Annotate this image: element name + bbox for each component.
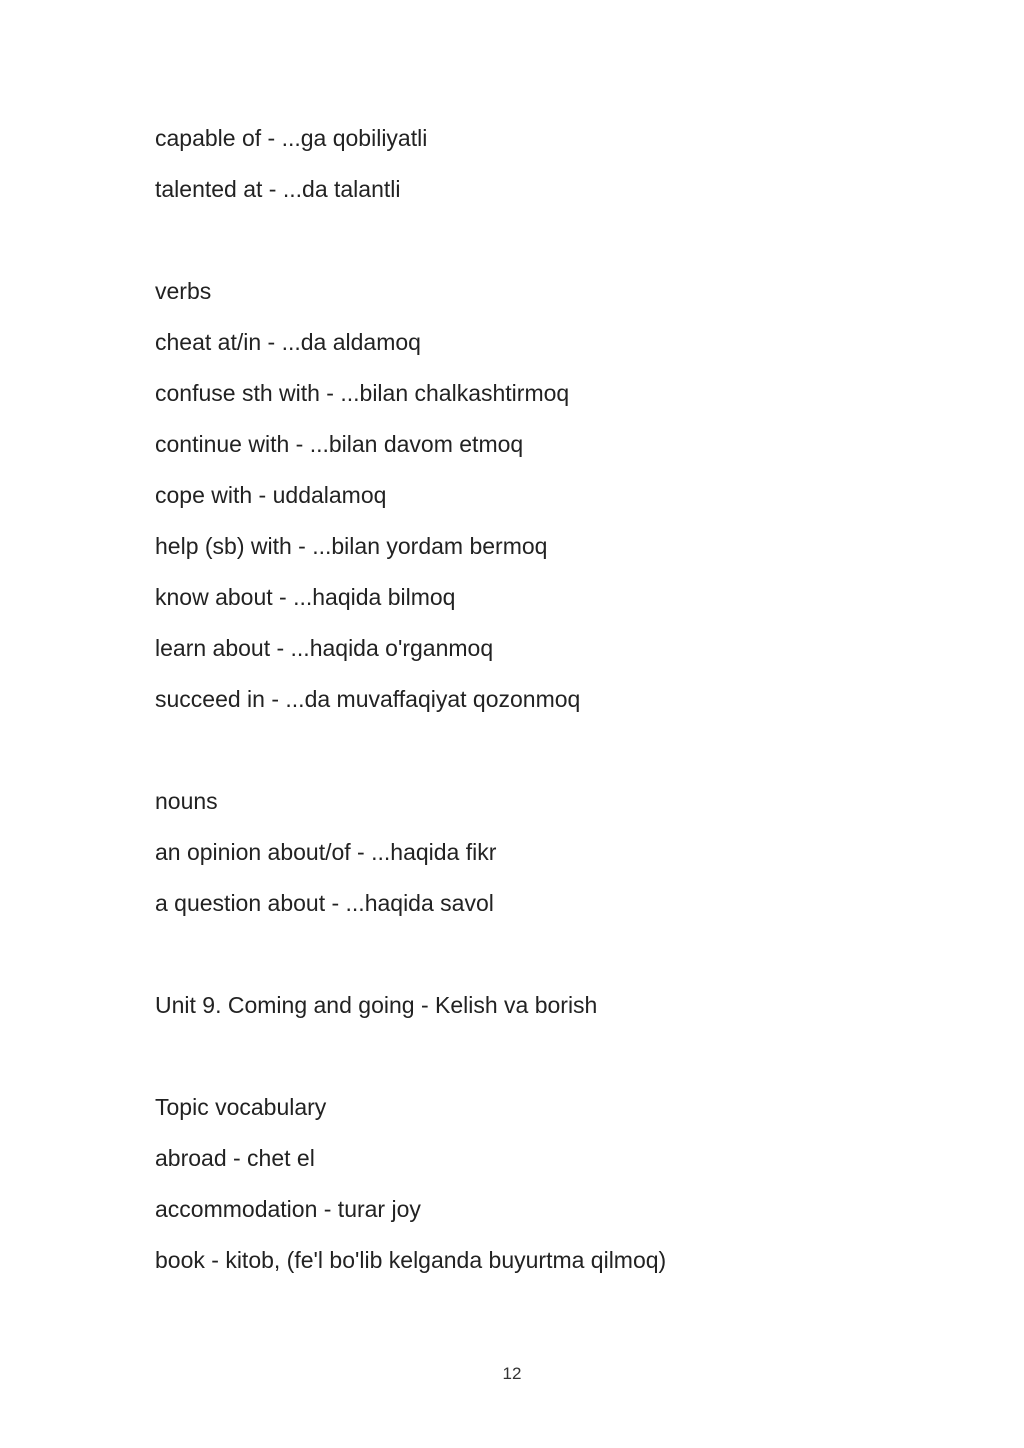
vocab-entry: accommodation - turar joy (155, 1196, 421, 1222)
vocab-entry: abroad - chet el (155, 1145, 315, 1171)
vocab-entry: confuse sth with - ...bilan chalkashtirmoq (155, 380, 570, 406)
vocab-entry: an opinion about/of - ...haqida fikr (155, 839, 497, 865)
vocab-entry: book - kitob, (fe'l bo'lib kelganda buyurtma qilmoq) (155, 1247, 667, 1273)
vocab-entry: continue with - ...bilan davom etmoq (155, 431, 524, 457)
vocab-entry: capable of - ...ga qobiliyatli (155, 125, 428, 151)
section-heading-nouns: nouns (155, 788, 218, 814)
vocab-entry: talented at - ...da talantli (155, 176, 401, 202)
vocab-entry: cheat at/in - ...da aldamoq (155, 329, 421, 355)
vocab-entry: help (sb) with - ...bilan yordam bermoq (155, 533, 548, 559)
vocab-entry: succeed in - ...da muvaffaqiyat qozonmoq (155, 686, 581, 712)
section-heading-verbs: verbs (155, 278, 212, 304)
vocab-entry: know about - ...haqida bilmoq (155, 584, 456, 610)
vocab-entry: cope with - uddalamoq (155, 482, 387, 508)
vocab-entry: learn about - ...haqida o'rganmoq (155, 635, 494, 661)
page-number: 12 (502, 1364, 522, 1383)
section-heading-topic-vocabulary: Topic vocabulary (155, 1094, 327, 1120)
unit-title: Unit 9. Coming and going - Kelish va borish (155, 992, 598, 1018)
vocab-entry: a question about - ...haqida savol (155, 890, 494, 916)
